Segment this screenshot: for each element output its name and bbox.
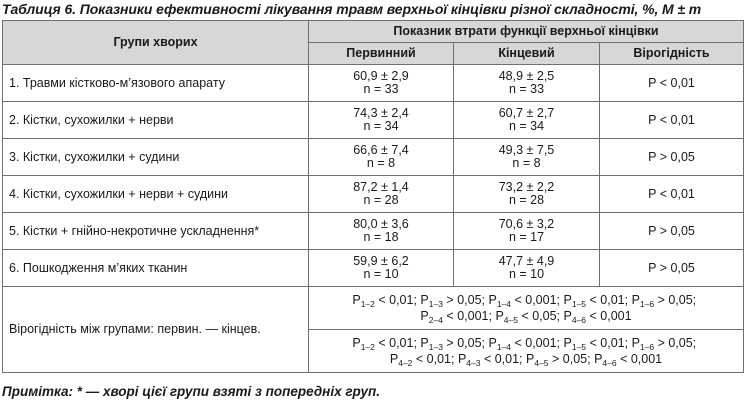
primary-cell [309, 213, 454, 250]
primary-value: 59,9 ± 6,2 [353, 254, 409, 268]
p-symbol: P [594, 352, 603, 366]
p-symbol: P [526, 352, 535, 366]
p-comparison [420, 309, 495, 323]
p-symbol: P [389, 352, 399, 366]
p-relation: < 0,01; [586, 336, 632, 350]
header-groups: Групи хворих [3, 21, 309, 65]
significance-value: P < 0,01 [600, 102, 744, 139]
p-comparison [420, 293, 488, 307]
significance-value: P < 0,01 [600, 176, 744, 213]
p-symbol: P [420, 309, 429, 323]
primary-cell [309, 176, 454, 213]
table-row [3, 65, 744, 102]
p-subscript: 4–5 [503, 315, 518, 325]
p-subscript: 1–4 [496, 342, 512, 352]
p-subscript: 1–6 [639, 299, 655, 309]
final-value: 49,3 ± 7,5 [498, 143, 555, 157]
p-symbol: P [457, 352, 467, 366]
final-n: n = 8 [512, 156, 541, 170]
p-symbol: P [563, 336, 572, 350]
group-name: 6. Пошкодження м’яких тканин [3, 250, 309, 287]
p-subscript: 1–3 [428, 342, 443, 352]
final-cell [454, 65, 600, 102]
p-relation: > 0,05; [548, 352, 595, 366]
p-relation: < 0,001 [616, 352, 663, 366]
p-symbol: P [631, 336, 640, 350]
p-subscript: 1–5 [571, 299, 587, 309]
primary-n: n = 10 [363, 267, 399, 281]
between-groups-label: Вірогідність між групами: первин. — кінцев. [3, 287, 309, 373]
final-value: 60,7 ± 2,7 [498, 106, 555, 120]
p-comparison [488, 336, 563, 350]
table-body [3, 65, 744, 373]
p-relation: < 0,05; [517, 309, 564, 323]
p-relation: < 0,01; [374, 293, 421, 307]
primary-value: 74,3 ± 2,4 [353, 106, 409, 120]
p-subscript: 1–2 [360, 299, 375, 309]
final-cell [454, 139, 600, 176]
p-comparison [352, 293, 420, 307]
primary-comparisons [309, 287, 744, 330]
primary-n: n = 28 [363, 193, 399, 207]
p-subscript: 4–3 [466, 358, 481, 368]
p-comparison [420, 336, 488, 350]
final-n: n = 28 [508, 193, 545, 207]
p-relation: > 0,05; [654, 336, 700, 350]
final-value: 47,7 ± 4,9 [498, 254, 555, 268]
p-comparison [632, 293, 700, 307]
p-subscript: 4–5 [534, 358, 549, 368]
group-name: 4. Кістки, сухожилки + нерви + судини [3, 176, 309, 213]
final-n: n = 34 [508, 119, 545, 133]
p-subscript: 4–6 [571, 315, 587, 325]
primary-n: n = 34 [363, 119, 399, 133]
final-value: 48,9 ± 2,5 [498, 69, 555, 83]
p-symbol: P [631, 293, 640, 307]
results-table [2, 20, 744, 373]
p-subscript: 2–4 [428, 315, 443, 325]
p-comparison [390, 352, 458, 366]
p-symbol: P [495, 309, 504, 323]
p-relation: < 0,01; [586, 293, 632, 307]
p-comparison [526, 352, 594, 366]
p-comparison [564, 293, 632, 307]
p-symbol: P [563, 309, 572, 323]
between-groups-row [3, 287, 744, 330]
table-row [3, 102, 744, 139]
group-name: 3. Кістки, сухожилки + судини [3, 139, 309, 176]
final-cell [454, 176, 600, 213]
p-relation: < 0,001; [511, 293, 564, 307]
table-note: Примітка: * — хворі цієї групи взяті з попередніх груп. [2, 384, 380, 399]
p-comparison [564, 309, 632, 323]
final-value: 73,2 ± 2,2 [498, 180, 555, 194]
p-symbol: P [563, 293, 572, 307]
p-comparison [488, 293, 563, 307]
group-name: 1. Травми кістково-м’язового апарату [3, 65, 309, 102]
p-comparison [352, 336, 420, 350]
header-function-loss: Показник втрати функції верхньої кінцівки [309, 21, 744, 43]
p-subscript: 1–4 [496, 299, 512, 309]
p-subscript: 1–5 [571, 342, 587, 352]
p-relation: < 0,001; [511, 336, 564, 350]
group-name: 2. Кістки, сухожилки + нерви [3, 102, 309, 139]
p-symbol: P [488, 336, 497, 350]
p-relation: < 0,01; [480, 352, 526, 366]
p-symbol: P [352, 293, 361, 307]
primary-n: n = 18 [363, 230, 399, 244]
p-subscript: 1–3 [428, 299, 443, 309]
table-caption: Таблиця 6. Показники ефективності лікування травм верхньої кінцівки різної складності, %, M ± m [2, 1, 702, 17]
primary-cell [309, 139, 454, 176]
p-symbol: P [420, 293, 429, 307]
p-symbol: P [352, 336, 361, 350]
p-relation: < 0,01; [412, 352, 458, 366]
p-comparison [495, 309, 563, 323]
p-comparison [594, 352, 662, 366]
significance-value: P > 0,05 [600, 250, 744, 287]
primary-cell [309, 65, 454, 102]
p-relation: > 0,05; [442, 293, 489, 307]
primary-value: 60,9 ± 2,9 [353, 69, 409, 83]
p-symbol: P [488, 293, 497, 307]
p-symbol: P [420, 336, 429, 350]
table-row [3, 250, 744, 287]
p-relation: < 0,01; [374, 336, 421, 350]
primary-cell [309, 250, 454, 287]
primary-n: n = 8 [366, 156, 396, 170]
final-n: n = 17 [508, 230, 545, 244]
final-cell [454, 102, 600, 139]
final-n: n = 33 [508, 82, 545, 96]
primary-value: 80,0 ± 3,6 [353, 217, 409, 231]
primary-value: 87,2 ± 1,4 [353, 180, 409, 194]
p-relation: < 0,001 [586, 309, 632, 323]
p-relation: > 0,05; [654, 293, 700, 307]
table-row [3, 139, 744, 176]
header-primary: Первинний [309, 43, 454, 65]
significance-value: P > 0,05 [600, 213, 744, 250]
group-name: 5. Кістки + гнійно-некротичне ускладнення* [3, 213, 309, 250]
p-comparison [458, 352, 526, 366]
header-final: Кінцевий [454, 43, 600, 65]
p-subscript: 4–2 [398, 358, 413, 368]
primary-n: n = 33 [363, 82, 399, 96]
header-significance: Вірогідність [600, 43, 744, 65]
p-comparison [564, 336, 632, 350]
p-subscript: 4–6 [602, 358, 617, 368]
p-relation: < 0,001; [442, 309, 496, 323]
significance-value: P > 0,05 [600, 139, 744, 176]
p-comparison [632, 336, 700, 350]
table-row [3, 213, 744, 250]
p-subscript: 1–6 [639, 342, 655, 352]
final-comparisons [309, 330, 744, 373]
p-relation: > 0,05; [442, 336, 489, 350]
p-subscript: 1–2 [360, 342, 375, 352]
final-value: 70,6 ± 3,2 [498, 217, 555, 231]
primary-cell [309, 102, 454, 139]
final-cell [454, 250, 600, 287]
final-n: n = 10 [508, 267, 545, 281]
final-cell [454, 213, 600, 250]
significance-value: P < 0,01 [600, 65, 744, 102]
table-row [3, 176, 744, 213]
primary-value: 66,6 ± 7,4 [353, 143, 409, 157]
